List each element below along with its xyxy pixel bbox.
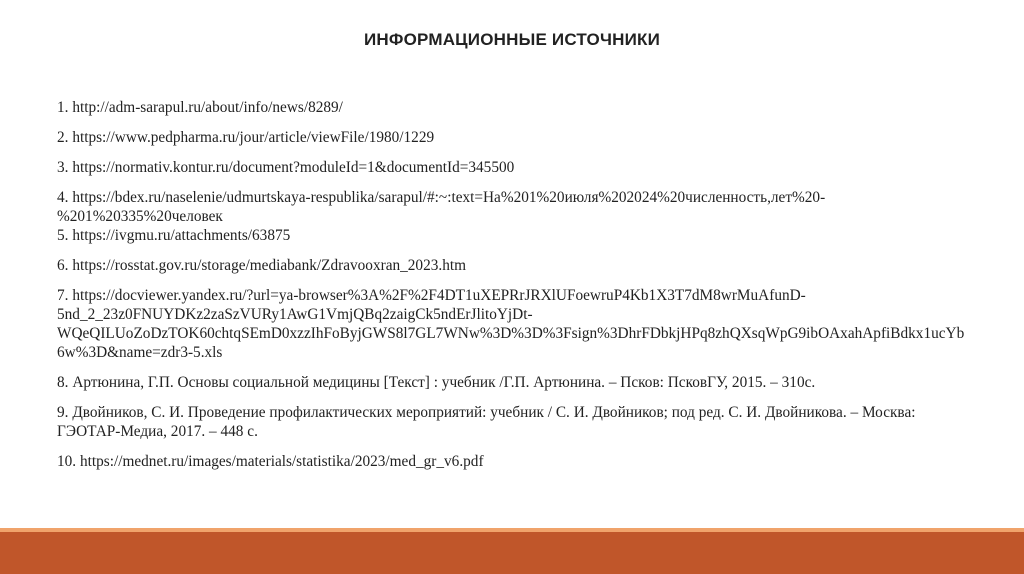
page-title: ИНФОРМАЦИОННЫЕ ИСТОЧНИКИ — [364, 30, 660, 49]
source-link[interactable]: https://normativ.kontur.ru/document?moduleId=1&documentId=345500 — [72, 159, 515, 176]
source-item-3 — [57, 158, 967, 177]
source-item-6 — [57, 256, 967, 275]
source-number: 9. — [57, 404, 69, 421]
source-item-9 — [57, 403, 967, 441]
source-link[interactable]: https://mednet.ru/images/materials/statistika/2023/med_gr_v6.pdf — [79, 453, 484, 470]
source-number: 8. — [57, 374, 69, 391]
source-number: 10. — [57, 453, 77, 470]
source-item-1 — [57, 98, 967, 117]
source-link[interactable]: http://adm-sarapul.ru/about/info/news/8289/ — [72, 99, 343, 116]
source-item-7 — [57, 286, 967, 362]
source-link[interactable]: https://ivgmu.ru/attachments/63875 — [72, 227, 291, 244]
source-number: 7. — [57, 287, 69, 304]
source-number: 5. — [57, 227, 69, 244]
source-number: 4. — [57, 189, 69, 206]
source-link[interactable]: https://rosstat.gov.ru/storage/mediabank/Zdravooxran_2023.htm — [72, 257, 466, 274]
source-number: 3. — [57, 159, 69, 176]
source-text: Артюнина, Г.П. Основы социальной медицины [Текст] : учебник /Г.П. Артюнина. – Псков: ПсковГУ, 2015. – 310с. — [72, 374, 816, 391]
source-number: 6. — [57, 257, 69, 274]
footer-bar — [0, 532, 1024, 574]
source-item-2 — [57, 128, 967, 147]
source-link[interactable]: https://docviewer.yandex.ru/?url=ya-browser%3A%2F%2F4DT1uXEPRrJRXlUFoewruP4Kb1X3T7dM8wrMuAfunD-5nd_2_23z0FNUYDKz2zaSzVURy1AwG1VmjQBq2zaigCk5ndErJlitoYjDt-WQeQILUoZoDzTOK60chtqSEmD0xzzIhFoByjGWS8l7GL7WNw%3D%3D%3Fsign%3DhrFDbkjHPq8zhQXsqWpG9ibOAxahApfiBdkx1ucYb6w%3D&name=zdr3-5.xls — [57, 287, 965, 361]
source-item-10 — [57, 452, 967, 471]
source-item-8 — [57, 373, 967, 392]
sources-list — [57, 98, 967, 471]
source-item-5 — [57, 226, 967, 245]
source-link[interactable]: https://www.pedpharma.ru/jour/article/viewFile/1980/1229 — [72, 129, 435, 146]
source-number: 2. — [57, 129, 69, 146]
source-text: Двойников, С. И. Проведение профилактических мероприятий: учебник / С. И. Двойников; под ред. С. И. Двойникова. – Москва: ГЭОТАР-Медиа, 2017. – 448 с. — [57, 404, 916, 440]
source-number: 1. — [57, 99, 69, 116]
source-link[interactable]: https://bdex.ru/naselenie/udmurtskaya-respublika/sarapul/#:~:text=На%201%20июля%202024%20численность,лет%20-%201%20335%20человек — [57, 189, 826, 225]
source-item-4 — [57, 188, 967, 226]
